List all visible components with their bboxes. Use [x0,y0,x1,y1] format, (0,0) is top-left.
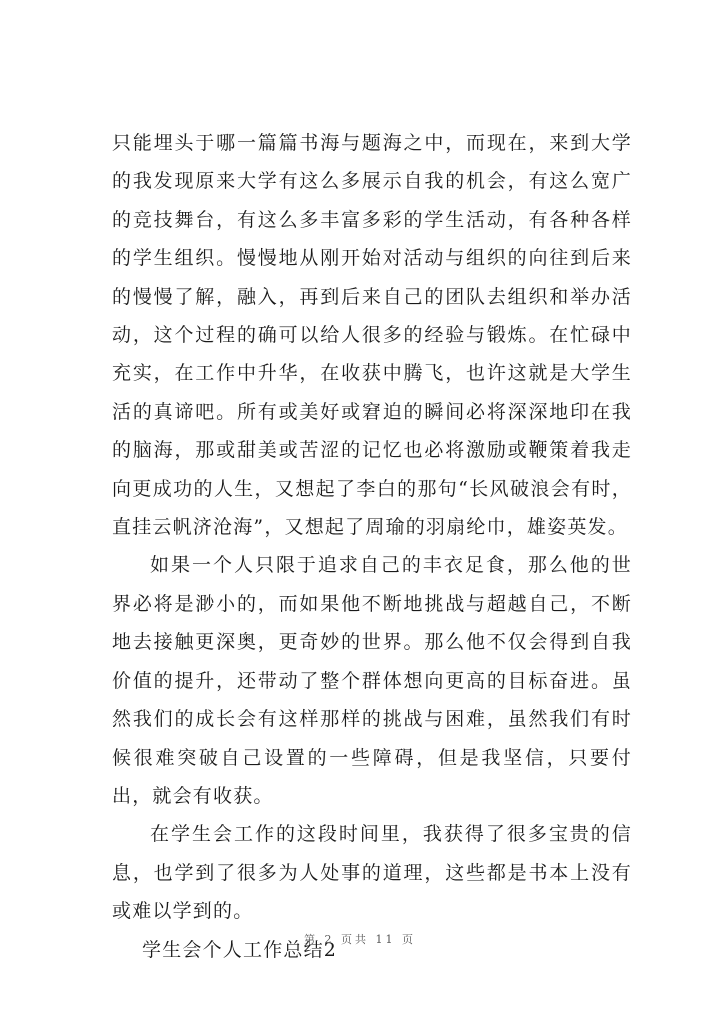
paragraph: 在学生会工作的这段时间里，我获得了很多宝贵的信息，也学到了很多为人处事的道理，这些都是书本上没有或难以学到的。 [112,823,632,923]
paragraph-continuation: 只能埋头于哪一篇篇书海与题海之中，而现在，来到大学的我发现原来大学有这么多展示自我的机会，有这么宽广的竞技舞台，有这么多丰富多彩的学生活动，有各种各样的学生组织。慢慢地从刚开始对活动与组织的向往到后来的慢慢了解，融入，再到后来自己的团队去组织和举办活动，这个过程的确可以给人很多的经验与锻炼。在忙碌中充实，在工作中升华，在收获中腾飞，也许这就是大学生活的真谛吧。所有或美好或窘迫的瞬间必将深深地印在我的脑海，那或甜美或苦涩的记忆也必将激励或鞭策着我走向更成功的人生，又想起了李白的那句“长风破浪会有时，直挂云帆济沧海”，又想起了周瑜的羽扇纶巾，雄姿英发。 [112,132,632,539]
page-number-footer: 第 2 页共 11 页 [304,933,416,946]
document-body [112,124,632,969]
paragraph: 如果一个人只限于追求自己的丰衣足食，那么他的世界必将是渺小的，而如果他不断地挑战与超越自己，不断地去接触更深奥，更奇妙的世界。那么他不仅会得到自我价值的提升，还带动了整个群体想向更高的目标奋进。虽然我们的成长会有这样那样的挑战与困难，虽然我们有时候很难突破自己设置的一些障碍，但是我坚信，只要付出，就会有收获。 [112,554,632,807]
section-heading: 学生会个人工作总结2 [142,938,338,961]
